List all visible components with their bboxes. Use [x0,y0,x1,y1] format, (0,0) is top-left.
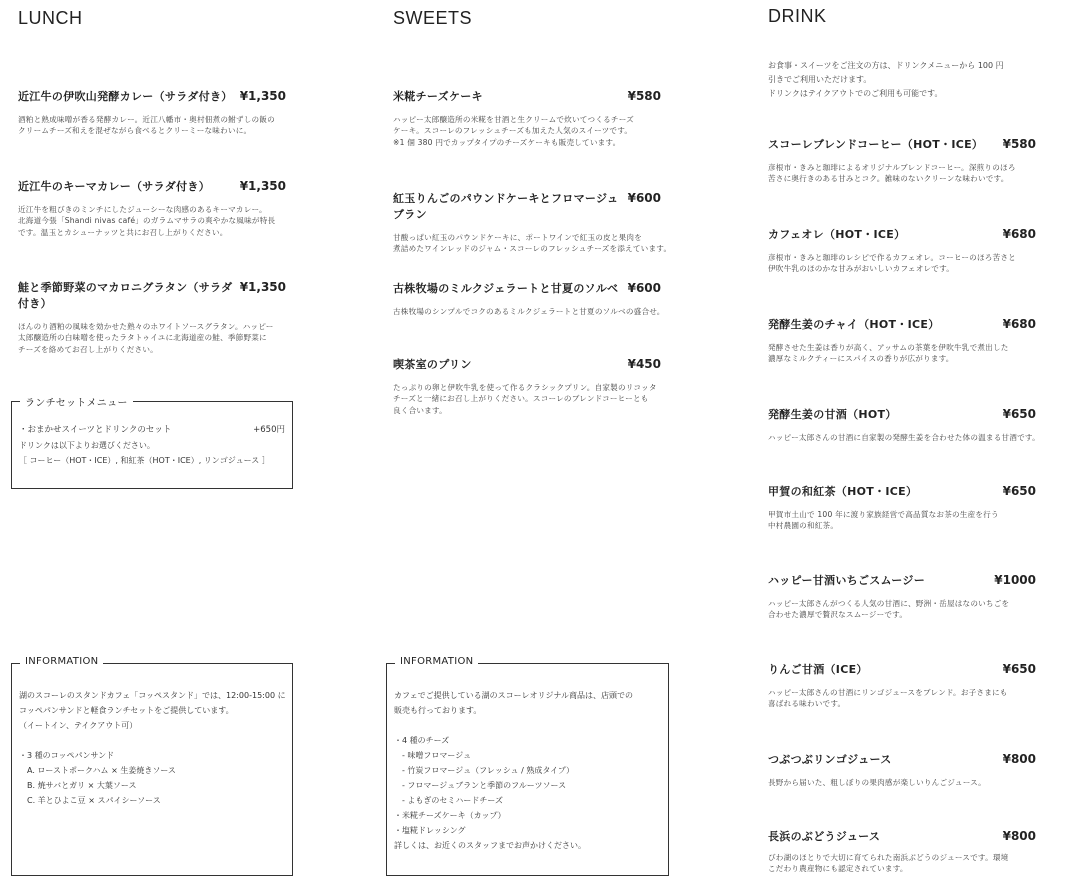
info-line: カフェでご提供している湖のスコーレオリジナル商品は、店頭での [394,691,634,700]
info-line: B. 焼サバとガリ × 大葉ソース [19,781,137,790]
item-price: ¥1000 [994,573,1036,587]
item-name: 古株牧場のミルクジェラートと甘夏のソルベ [393,282,619,295]
item-description: 甘酸っぱい紅玉のパウンドケーキに、ポートワインで紅玉の皮と果肉を 煮詰めたワインレッドのジャム・スコーレのフレッシュチーズを添えています。 [393,233,672,254]
set-menu-item-price: +650円 [253,425,285,435]
item-price: ¥580 [627,89,661,103]
item-price: ¥650 [1002,407,1036,421]
drink-item[interactable] [768,226,1036,275]
item-description: ハッピー太郎さんの甘酒に自家製の発酵生姜を合わせた体の温まる甘酒です。 [768,433,1040,442]
item-description: 発酵させた生姜は香りが高く、アッサムの茶葉を伊吹牛乳で煮出した 濃厚なミルクティーにスパイスの香りが広がります。 [768,343,1009,364]
info-line: 販売も行っております。 [394,706,482,715]
info-line: C. 羊とひよこ豆 × スパイシーソース [19,796,161,805]
item-description: ハッピー太郎さんがつくる人気の甘酒に、野洲・岳屋はなのいちごを 合わせた濃厚で贅沢なスムージーです。 [768,599,1010,620]
info-line: ・3 種のコッペパンサンド [19,751,115,760]
drink-intro: お食事・スイーツをご注文の方は、ドリンクメニューから 100 円 引きでご利用いただけます。 ドリンクはテイクアウトでのご利用も可能です。 [768,61,1004,98]
item-description: 長野から届いた、粗しぼりの果肉感が楽しいりんごジュース。 [768,778,986,787]
drink-item[interactable] [768,483,1036,532]
drink-item[interactable] [768,406,1040,443]
set-menu-drinks: ［ コーヒー（HOT・ICE）, 和紅茶（HOT・ICE）, リンゴジュース ］ [19,456,270,465]
item-price: ¥800 [1002,829,1036,843]
item-price: ¥680 [1002,227,1036,241]
lunch-section-title: LUNCH [18,8,83,28]
item-name: りんご甘酒（ICE） [768,663,868,676]
drink-item[interactable] [768,828,1036,875]
info-line: ・4 種のチーズ [394,736,450,745]
item-price: ¥600 [627,191,661,205]
item-name: スコーレブレンドコーヒー（HOT・ICE） [768,138,984,151]
set-menu-note: ドリンクは以下よりお選びください。 [19,441,155,450]
item-description: びわ湖のほとりで大切に育てられた南浜ぶどうのジュースです。環境 こだわり農産物にも認定されています。 [768,853,1009,874]
sweets-item[interactable] [393,190,672,255]
sweets-information-box [386,656,669,876]
sweets-item[interactable] [393,88,661,148]
drink-item[interactable] [768,572,1036,621]
item-description: 彦根市・きみと珈琲のレシピで作るカフェオレ。コーヒーのほろ苦さと 伊吹牛乳のほのかな甘みがおいしいカフェオレです。 [768,253,1016,274]
item-price: ¥600 [627,281,661,295]
lunch-item[interactable] [18,279,286,355]
item-name: 喫茶室のプリン [393,358,472,371]
item-description: ハッピー太郎醸造所の米糀を甘酒と生クリームで炊いてつくるチーズ ケーキ。スコーレのフレッシュチーズも加えた人気のスイーツです。 ※1 個 380 円でカップタイプのチーズケーキも販売しています。 [393,115,634,147]
item-name: 発酵生姜の甘酒（HOT） [768,408,897,421]
item-description: 近江牛を粗びきのミンチにしたジューシーな肉感のあるキーマカレー。 北海道今張「Shandi nivas café」のガラムマサラの爽やかな風味が特長 です。温玉とカシューナッツと共にお召し上がりください。 [18,205,276,237]
set-menu-item-name: ・おまかせスイーツとドリンクのセット [19,425,172,435]
info-line: - よもぎのセミハードチーズ [394,796,504,805]
drink-item[interactable] [768,661,1036,710]
item-price: ¥1,350 [239,89,286,103]
drink-item[interactable] [768,751,1036,788]
item-name: つぶつぶリンゴジュース [768,753,892,766]
item-price: ¥1,350 [239,280,286,294]
item-description: 古株牧場のシンプルでコクのあるミルクジェラートと甘夏のソルベの盛合せ。 [393,307,665,316]
item-name: 発酵生姜のチャイ（HOT・ICE） [768,318,940,331]
lunch-information-box [11,656,293,876]
item-name: 近江牛の伊吹山発酵カレー（サラダ付き） [18,90,233,103]
item-description: 彦根市・きみと珈琲によるオリジナルブレンドコーヒー。深煎りのほろ 苦さに奥行きのある甘みとコク。雑味のないクリーンな味わいです。 [768,163,1016,184]
info-line [394,718,661,733]
item-name: カフェオレ（HOT・ICE） [768,228,906,241]
drink-section-title: DRINK [768,6,827,26]
item-name: 長浜のぶどうジュース [768,830,881,843]
info-line: 詳しくは、お近くのスタッフまでお声かけください。 [394,841,586,850]
item-description: ハッピー太郎さんの甘酒にリンゴジュースをブレンド。お子さまにも 喜ばれる味わいです。 [768,688,1008,709]
lunch-item[interactable] [18,88,286,137]
info-line: コッペパンサンドと軽食ランチセットをご提供しています。 [19,706,234,715]
information-title: INFORMATION [395,656,478,667]
drink-item[interactable] [768,316,1036,365]
info-line: - 竹炭フロマージュ（フレッシュ / 熟成タイプ） [394,766,575,775]
sweets-section-title: SWEETS [393,8,473,28]
info-line: - フロマージュブランと季節のフルーツソース [394,781,567,790]
item-price: ¥450 [627,357,661,371]
info-line: - 味噌フロマージュ [394,751,472,760]
info-line [19,733,285,748]
item-name: ハッピー甘酒いちごスムージー [768,574,925,587]
sweets-item[interactable] [393,356,661,416]
item-name: 近江牛のキーマカレー（サラダ付き） [18,180,210,193]
item-name: 甲賀の和紅茶（HOT・ICE） [768,485,918,498]
item-price: ¥580 [1002,137,1036,151]
drink-item[interactable] [768,136,1036,185]
item-price: ¥800 [1002,752,1036,766]
sweets-item[interactable] [393,280,665,317]
item-price: ¥650 [1002,484,1036,498]
info-line: ・米糀チーズケーキ（カップ） [394,811,506,820]
item-description: 甲賀市土山で 100 年に渡り家族経営で高品質なお茶の生産を行う 中村農園の和紅茶。 [768,510,999,531]
item-name: 鮭と季節野菜のマカロニグラタン（サラダ付き） [18,281,233,310]
item-name: 紅玉りんごのパウンドケーキとフロマージュブラン [393,192,619,221]
item-price: ¥650 [1002,662,1036,676]
item-description: 酒粕と熟成味噌が香る発酵カレー。近江八幡市・奥村佃煮の鮒ずしの飯の クリームチーズ和えを混ぜながら食べるとクリーミーな味わいに。 [18,115,275,136]
item-description: ほんのり酒粕の風味を効かせた熟々のホワイトソースグラタン。ハッピー 太郎醸造所の白味噌を使ったラタトゥイユに北海道産の鮭、季節野菜に チーズを絡めてお召し上がりください。 [18,322,274,354]
info-line: （イートイン、テイクアウト可） [19,721,138,730]
lunch-set-menu-box [11,398,293,489]
item-name: 米糀チーズケーキ [393,90,483,103]
item-price: ¥1,350 [239,179,286,193]
set-menu-title: ランチセットメニュー [20,394,133,409]
info-line: A. ローストポークハム × 生姜焼きソース [19,766,176,775]
item-description: たっぷりの卵と伊吹牛乳を使って作るクラシックプリン。自家製のリコッタ チーズと一緒にお召し上がりください。スコーレのブレンドコーヒーとも 良く合います。 [393,383,657,415]
item-price: ¥680 [1002,317,1036,331]
info-line: ・塩糀ドレッシング [394,826,466,835]
information-title: INFORMATION [20,656,103,667]
lunch-item[interactable] [18,178,286,238]
info-line: 湖のスコーレのスタンドカフェ「コッペスタンド」では、12:00-15:00 に [19,691,286,700]
